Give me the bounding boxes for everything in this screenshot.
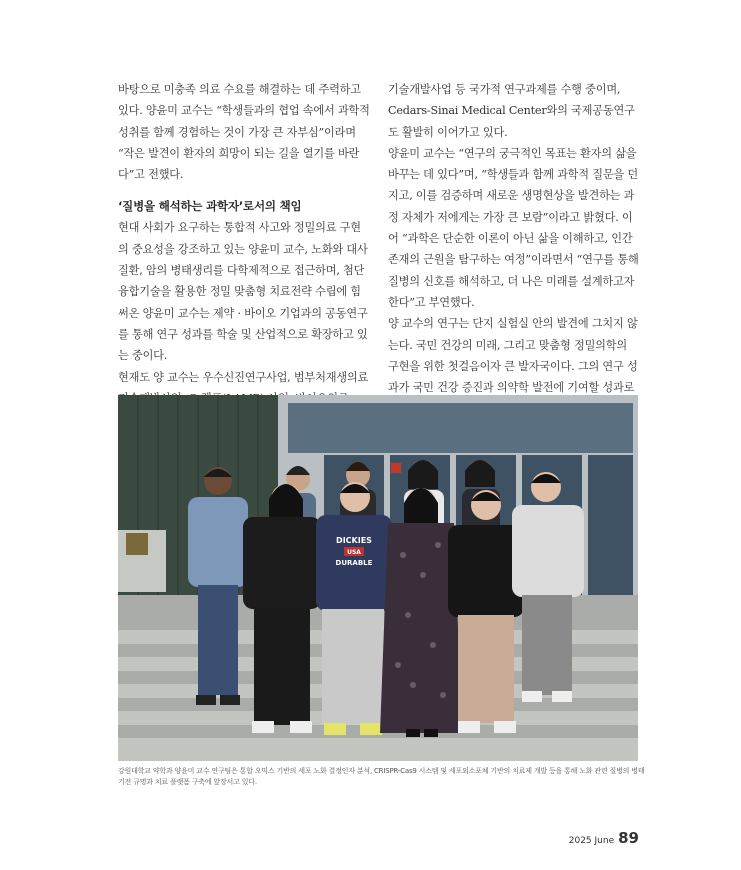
- page-number: 89: [618, 829, 639, 847]
- group-photo-illustration: [118, 395, 638, 761]
- right-paragraph-1: 기술개발사업 등 국가적 연구과제를 수행 중이며, Cedars-Sinai Medical Center와의 국제공동연구도 활발히 이어가고 있다.: [388, 83, 635, 139]
- shirt-text-2: USA: [347, 549, 361, 556]
- glass-door: [588, 455, 633, 595]
- left-paragraph-2: 현대 사회가 요구하는 통합적 사고와 정밀의료 구현의 중요성을 강조하고 있는 양윤미 교수, 노화와 대사질환, 암의 병태생리를 다학제적으로 접근하며, 첨단 융합기술을 활용한 정밀 맞춤형 치료전략 수립에 힘써온 양윤미 교수는 제약 · 바이오 기업과의 공동연구를 통해 연구 성과를 학술 및 산업적으로 확장하고 있는 중이다.: [118, 221, 368, 363]
- upper-windows: [288, 403, 633, 453]
- stair-step: [118, 738, 638, 761]
- door-sign: [391, 463, 401, 473]
- right-paragraph-2: 양윤미 교수는 “연구의 궁극적인 목표는 환자의 삶을 바꾸는 데 있다”며, “학생들과 함께 과학적 질문을 던지고, 이를 검증하며 새로운 생명현상을 발견하는 과정 자체가 저에게는 가장 큰 보람”이라고 밝혔다. 이어 “과학은 단순한 이론이 아닌 삶을 이해하고, 인간 존재의 근원을 탐구하는 여정”이라면서 “연구를 통해 질병의 신호를 해석하고, 더 나은 미래를 설계하고자 한다”고 부연했다.: [388, 146, 639, 309]
- issue-date: 2025 June: [568, 836, 615, 846]
- left-paragraph-1: 바탕으로 미충족 의료 수요를 해결하는 데 주력하고 있다. 양윤미 교수는 “학생들과의 협업 속에서 과학적 성취를 함께 경험하는 것이 가장 큰 자부심”이라며 “작은 발견이 환자의 희망이 되는 길을 열기를 바란다”고 전했다.: [118, 83, 370, 182]
- shirt-text-3: DURABLE: [335, 559, 373, 567]
- shirt-text-1: DICKIES: [336, 536, 372, 545]
- page-footer: [569, 828, 639, 847]
- sign-plaque: [126, 533, 148, 555]
- left-text-column: [118, 79, 370, 409]
- photo-caption: 강원대학교 약학과 양윤미 교수 연구팀은 통합 오믹스 기반의 세포 노화 결정인자 분석, CRISPR-Cas9 시스템 및 세포외소포체 기반의 치료제 개발 등을 통해 노화 관련 질병의 병태기전 규명과 치료 플랫폼 구축에 앞장서고 있다.: [118, 767, 645, 786]
- person-front-3: [316, 482, 392, 735]
- left-paragraph-3: 현재도 양 교수는 우수신진연구사업, 범부처재생의료: [118, 370, 369, 384]
- section-heading: ‘질병을 해석하는 과학자’로서의 책임: [118, 199, 302, 214]
- person-front-2: [243, 484, 321, 733]
- right-text-column: [388, 79, 640, 420]
- group-photo: [118, 395, 638, 761]
- right-paragraph-3-text: 양 교수의 연구는 단지 실험실 안의 발견에 그치지 않는다. 국민 건강의 미래, 그리고 맞춤형 정밀의학의 구현을 위한 첫걸음이자 큰 발자국이다. 그의 연구 성과가 국민 건강 증진과 의약학 발전에 기여할 성과로: [388, 317, 638, 395]
